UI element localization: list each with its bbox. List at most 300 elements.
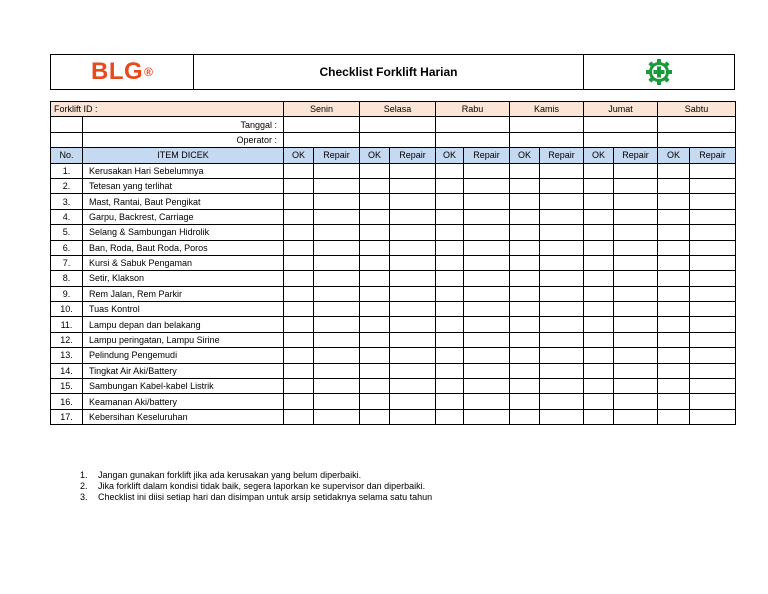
repair-checkbox-cell[interactable] <box>614 317 658 332</box>
repair-checkbox-cell[interactable] <box>690 163 736 178</box>
repair-checkbox-cell[interactable] <box>540 178 584 193</box>
ok-checkbox-cell[interactable] <box>360 240 390 255</box>
repair-checkbox-cell[interactable] <box>540 240 584 255</box>
table-row <box>51 163 736 178</box>
repair-checkbox-cell[interactable] <box>690 409 736 424</box>
repair-checkbox-cell[interactable] <box>464 178 510 193</box>
repair-checkbox-cell[interactable] <box>614 332 658 347</box>
item-number: 1. <box>51 163 83 178</box>
ok-checkbox-cell[interactable] <box>584 209 614 224</box>
item-label: Ban, Roda, Baut Roda, Poros <box>83 240 284 255</box>
tanggal-field[interactable] <box>510 117 584 132</box>
repair-checkbox-cell[interactable] <box>690 178 736 193</box>
ok-checkbox-cell[interactable] <box>360 394 390 409</box>
table-row <box>51 286 736 301</box>
ok-checkbox-cell[interactable] <box>584 379 614 394</box>
col-repair-header: Repair <box>540 148 584 163</box>
repair-checkbox-cell[interactable] <box>464 286 510 301</box>
tanggal-field[interactable] <box>584 117 658 132</box>
ok-checkbox-cell[interactable] <box>284 302 314 317</box>
ok-checkbox-cell[interactable] <box>436 394 464 409</box>
ok-checkbox-cell[interactable] <box>658 317 690 332</box>
ok-checkbox-cell[interactable] <box>360 271 390 286</box>
repair-checkbox-cell[interactable] <box>390 363 436 378</box>
logo <box>51 55 194 89</box>
ok-checkbox-cell[interactable] <box>436 271 464 286</box>
repair-checkbox-cell[interactable] <box>464 255 510 270</box>
repair-checkbox-cell[interactable] <box>390 255 436 270</box>
ok-checkbox-cell[interactable] <box>510 178 540 193</box>
column-header-row <box>51 148 736 163</box>
table-row <box>51 240 736 255</box>
item-number: 16. <box>51 394 83 409</box>
ok-checkbox-cell[interactable] <box>360 194 390 209</box>
item-label: Tingkat Air Aki/Battery <box>83 363 284 378</box>
ok-checkbox-cell[interactable] <box>584 255 614 270</box>
table-row <box>51 394 736 409</box>
repair-checkbox-cell[interactable] <box>614 194 658 209</box>
repair-checkbox-cell[interactable] <box>690 348 736 363</box>
ok-checkbox-cell[interactable] <box>284 271 314 286</box>
repair-checkbox-cell[interactable] <box>464 194 510 209</box>
table-row <box>51 332 736 347</box>
ok-checkbox-cell[interactable] <box>360 409 390 424</box>
operator-field[interactable] <box>510 132 584 147</box>
repair-checkbox-cell[interactable] <box>390 317 436 332</box>
item-number: 2. <box>51 178 83 193</box>
repair-checkbox-cell[interactable] <box>690 302 736 317</box>
col-ok-header: OK <box>658 148 690 163</box>
ok-checkbox-cell[interactable] <box>436 163 464 178</box>
note-item <box>80 481 432 492</box>
repair-checkbox-cell[interactable] <box>464 225 510 240</box>
table-row <box>51 302 736 317</box>
repair-checkbox-cell[interactable] <box>690 363 736 378</box>
ok-checkbox-cell[interactable] <box>510 271 540 286</box>
col-ok-header: OK <box>584 148 614 163</box>
ok-checkbox-cell[interactable] <box>584 163 614 178</box>
table-row <box>51 225 736 240</box>
tanggal-field[interactable] <box>284 117 360 132</box>
repair-checkbox-cell[interactable] <box>464 409 510 424</box>
ok-checkbox-cell[interactable] <box>436 225 464 240</box>
ok-checkbox-cell[interactable] <box>284 240 314 255</box>
forklift-id-row <box>51 102 736 117</box>
repair-checkbox-cell[interactable] <box>540 225 584 240</box>
item-label: Keamanan Aki/battery <box>83 394 284 409</box>
repair-checkbox-cell[interactable] <box>540 255 584 270</box>
repair-checkbox-cell[interactable] <box>314 240 360 255</box>
repair-checkbox-cell[interactable] <box>464 302 510 317</box>
item-label: Lampu depan dan belakang <box>83 317 284 332</box>
note-text: Jangan gunakan forklift jika ada kerusakan yang belum diperbaiki. <box>98 470 362 480</box>
ok-checkbox-cell[interactable] <box>584 178 614 193</box>
repair-checkbox-cell[interactable] <box>390 348 436 363</box>
repair-checkbox-cell[interactable] <box>540 317 584 332</box>
ok-checkbox-cell[interactable] <box>584 394 614 409</box>
ok-checkbox-cell[interactable] <box>284 209 314 224</box>
repair-checkbox-cell[interactable] <box>540 286 584 301</box>
ok-checkbox-cell[interactable] <box>284 194 314 209</box>
item-number: 15. <box>51 379 83 394</box>
operator-field[interactable] <box>360 132 436 147</box>
item-number: 4. <box>51 209 83 224</box>
repair-checkbox-cell[interactable] <box>540 194 584 209</box>
repair-checkbox-cell[interactable] <box>614 379 658 394</box>
ok-checkbox-cell[interactable] <box>510 302 540 317</box>
day-kamis: Kamis <box>510 102 584 117</box>
item-label: Pelindung Pengemudi <box>83 348 284 363</box>
repair-checkbox-cell[interactable] <box>690 271 736 286</box>
tanggal-field[interactable] <box>360 117 436 132</box>
ok-checkbox-cell[interactable] <box>584 332 614 347</box>
repair-checkbox-cell[interactable] <box>314 178 360 193</box>
ok-checkbox-cell[interactable] <box>584 363 614 378</box>
ok-checkbox-cell[interactable] <box>658 379 690 394</box>
table-row <box>51 255 736 270</box>
repair-checkbox-cell[interactable] <box>614 409 658 424</box>
ok-checkbox-cell[interactable] <box>360 317 390 332</box>
ok-checkbox-cell[interactable] <box>584 409 614 424</box>
col-ok-header: OK <box>436 148 464 163</box>
repair-checkbox-cell[interactable] <box>390 332 436 347</box>
ok-checkbox-cell[interactable] <box>584 194 614 209</box>
repair-checkbox-cell[interactable] <box>540 348 584 363</box>
ok-checkbox-cell[interactable] <box>436 209 464 224</box>
repair-checkbox-cell[interactable] <box>314 317 360 332</box>
repair-checkbox-cell[interactable] <box>540 302 584 317</box>
item-number: 13. <box>51 348 83 363</box>
repair-checkbox-cell[interactable] <box>464 163 510 178</box>
note-text: Checklist ini diisi setiap hari dan disimpan untuk arsip setidaknya selama satu tahun <box>98 492 433 502</box>
item-label: Tetesan yang terlihat <box>83 178 284 193</box>
repair-checkbox-cell[interactable] <box>614 178 658 193</box>
repair-checkbox-cell[interactable] <box>540 379 584 394</box>
item-label: Mast, Rantai, Baut Pengikat <box>83 194 284 209</box>
item-number: 8. <box>51 271 83 286</box>
ok-checkbox-cell[interactable] <box>584 225 614 240</box>
ok-checkbox-cell[interactable] <box>360 209 390 224</box>
ok-checkbox-cell[interactable] <box>284 255 314 270</box>
ok-checkbox-cell[interactable] <box>658 209 690 224</box>
repair-checkbox-cell[interactable] <box>690 379 736 394</box>
ok-checkbox-cell[interactable] <box>584 286 614 301</box>
checklist-table <box>50 101 736 425</box>
ok-checkbox-cell[interactable] <box>584 348 614 363</box>
repair-checkbox-cell[interactable] <box>390 302 436 317</box>
repair-checkbox-cell[interactable] <box>540 394 584 409</box>
col-repair-header: Repair <box>314 148 360 163</box>
note-number: 3. <box>80 492 88 502</box>
repair-checkbox-cell[interactable] <box>464 240 510 255</box>
col-ok-header: OK <box>360 148 390 163</box>
ok-checkbox-cell[interactable] <box>284 348 314 363</box>
ok-checkbox-cell[interactable] <box>658 240 690 255</box>
ok-checkbox-cell[interactable] <box>284 225 314 240</box>
ok-checkbox-cell[interactable] <box>510 379 540 394</box>
repair-checkbox-cell[interactable] <box>464 348 510 363</box>
table-row <box>51 317 736 332</box>
ok-checkbox-cell[interactable] <box>360 332 390 347</box>
repair-checkbox-cell[interactable] <box>690 286 736 301</box>
ok-checkbox-cell[interactable] <box>360 379 390 394</box>
tanggal-row <box>51 117 736 132</box>
tanggal-label: Tanggal : <box>83 117 284 132</box>
ok-checkbox-cell[interactable] <box>360 163 390 178</box>
repair-checkbox-cell[interactable] <box>390 240 436 255</box>
repair-checkbox-cell[interactable] <box>614 163 658 178</box>
ok-checkbox-cell[interactable] <box>510 286 540 301</box>
repair-checkbox-cell[interactable] <box>390 394 436 409</box>
table-row <box>51 178 736 193</box>
repair-checkbox-cell[interactable] <box>390 379 436 394</box>
note-number: 1. <box>80 470 88 480</box>
repair-checkbox-cell[interactable] <box>390 178 436 193</box>
ok-checkbox-cell[interactable] <box>436 240 464 255</box>
ok-checkbox-cell[interactable] <box>584 302 614 317</box>
item-label: Selang & Sambungan Hidrolik <box>83 225 284 240</box>
ok-checkbox-cell[interactable] <box>360 363 390 378</box>
ok-checkbox-cell[interactable] <box>436 363 464 378</box>
operator-field[interactable] <box>436 132 510 147</box>
ok-checkbox-cell[interactable] <box>584 240 614 255</box>
table-row <box>51 271 736 286</box>
repair-checkbox-cell[interactable] <box>614 302 658 317</box>
table-row <box>51 379 736 394</box>
ok-checkbox-cell[interactable] <box>658 348 690 363</box>
ok-checkbox-cell[interactable] <box>360 348 390 363</box>
note-text: Jika forklift dalam kondisi tidak baik, segera laporkan ke supervisor dan diperbaiki. <box>98 481 426 491</box>
operator-label: Operator : <box>83 132 284 147</box>
ok-checkbox-cell[interactable] <box>658 255 690 270</box>
item-label: Sambungan Kabel-kabel Listrik <box>83 379 284 394</box>
day-selasa: Selasa <box>360 102 436 117</box>
ok-checkbox-cell[interactable] <box>510 348 540 363</box>
repair-checkbox-cell[interactable] <box>614 255 658 270</box>
ok-checkbox-cell[interactable] <box>658 178 690 193</box>
item-label: Tuas Kontrol <box>83 302 284 317</box>
repair-checkbox-cell[interactable] <box>464 332 510 347</box>
ok-checkbox-cell[interactable] <box>436 348 464 363</box>
note-number: 2. <box>80 481 88 491</box>
ok-checkbox-cell[interactable] <box>436 178 464 193</box>
col-ok-header: OK <box>284 148 314 163</box>
repair-checkbox-cell[interactable] <box>614 286 658 301</box>
item-label: Rem Jalan, Rem Parkir <box>83 286 284 301</box>
item-label: Kerusakan Hari Sebelumnya <box>83 163 284 178</box>
note-item <box>80 470 432 481</box>
repair-checkbox-cell[interactable] <box>390 163 436 178</box>
repair-checkbox-cell[interactable] <box>314 163 360 178</box>
operator-field[interactable] <box>584 132 658 147</box>
repair-checkbox-cell[interactable] <box>314 363 360 378</box>
item-number: 9. <box>51 286 83 301</box>
ok-checkbox-cell[interactable] <box>510 163 540 178</box>
ok-checkbox-cell[interactable] <box>436 317 464 332</box>
ok-checkbox-cell[interactable] <box>284 178 314 193</box>
ok-checkbox-cell[interactable] <box>284 163 314 178</box>
repair-checkbox-cell[interactable] <box>690 209 736 224</box>
repair-checkbox-cell[interactable] <box>540 209 584 224</box>
item-number: 5. <box>51 225 83 240</box>
ok-checkbox-cell[interactable] <box>658 363 690 378</box>
ok-checkbox-cell[interactable] <box>436 194 464 209</box>
repair-checkbox-cell[interactable] <box>390 271 436 286</box>
registered-mark: ® <box>144 65 153 79</box>
ok-checkbox-cell[interactable] <box>658 286 690 301</box>
ok-checkbox-cell[interactable] <box>510 225 540 240</box>
ok-checkbox-cell[interactable] <box>510 394 540 409</box>
repair-checkbox-cell[interactable] <box>464 209 510 224</box>
ok-checkbox-cell[interactable] <box>658 302 690 317</box>
repair-checkbox-cell[interactable] <box>314 332 360 347</box>
repair-checkbox-cell[interactable] <box>314 348 360 363</box>
ok-checkbox-cell[interactable] <box>360 255 390 270</box>
item-label: Kebersihan Keseluruhan <box>83 409 284 424</box>
ok-checkbox-cell[interactable] <box>284 379 314 394</box>
ok-checkbox-cell[interactable] <box>658 271 690 286</box>
ok-checkbox-cell[interactable] <box>284 394 314 409</box>
repair-checkbox-cell[interactable] <box>314 271 360 286</box>
repair-checkbox-cell[interactable] <box>314 255 360 270</box>
ok-checkbox-cell[interactable] <box>284 363 314 378</box>
forklift-id-label: Forklift ID : <box>51 102 284 117</box>
ok-checkbox-cell[interactable] <box>510 255 540 270</box>
repair-checkbox-cell[interactable] <box>314 302 360 317</box>
repair-checkbox-cell[interactable] <box>314 394 360 409</box>
repair-checkbox-cell[interactable] <box>690 394 736 409</box>
ok-checkbox-cell[interactable] <box>510 194 540 209</box>
ok-checkbox-cell[interactable] <box>510 332 540 347</box>
ok-checkbox-cell[interactable] <box>360 286 390 301</box>
operator-field[interactable] <box>284 132 360 147</box>
repair-checkbox-cell[interactable] <box>614 394 658 409</box>
day-sabtu: Sabtu <box>658 102 736 117</box>
ok-checkbox-cell[interactable] <box>436 379 464 394</box>
repair-checkbox-cell[interactable] <box>690 240 736 255</box>
repair-checkbox-cell[interactable] <box>690 225 736 240</box>
ok-checkbox-cell[interactable] <box>510 317 540 332</box>
ok-checkbox-cell[interactable] <box>658 194 690 209</box>
ok-checkbox-cell[interactable] <box>284 317 314 332</box>
item-number: 6. <box>51 240 83 255</box>
tanggal-field[interactable] <box>658 117 736 132</box>
table-row <box>51 194 736 209</box>
col-repair-header: Repair <box>390 148 436 163</box>
tanggal-field[interactable] <box>436 117 510 132</box>
repair-checkbox-cell[interactable] <box>464 379 510 394</box>
col-item-header: ITEM DICEK <box>83 148 284 163</box>
col-repair-header: Repair <box>464 148 510 163</box>
repair-checkbox-cell[interactable] <box>540 163 584 178</box>
ok-checkbox-cell[interactable] <box>436 255 464 270</box>
repair-checkbox-cell[interactable] <box>614 225 658 240</box>
ok-checkbox-cell[interactable] <box>284 286 314 301</box>
col-ok-header: OK <box>510 148 540 163</box>
repair-checkbox-cell[interactable] <box>614 271 658 286</box>
day-jumat: Jumat <box>584 102 658 117</box>
repair-checkbox-cell[interactable] <box>314 409 360 424</box>
ok-checkbox-cell[interactable] <box>658 225 690 240</box>
ok-checkbox-cell[interactable] <box>284 332 314 347</box>
ok-checkbox-cell[interactable] <box>658 394 690 409</box>
repair-checkbox-cell[interactable] <box>390 286 436 301</box>
col-no-header: No. <box>51 148 83 163</box>
repair-checkbox-cell[interactable] <box>614 363 658 378</box>
repair-checkbox-cell[interactable] <box>314 286 360 301</box>
repair-checkbox-cell[interactable] <box>314 209 360 224</box>
ok-checkbox-cell[interactable] <box>658 409 690 424</box>
ok-checkbox-cell[interactable] <box>510 240 540 255</box>
repair-checkbox-cell[interactable] <box>390 194 436 209</box>
note-item <box>80 492 432 503</box>
ok-checkbox-cell[interactable] <box>584 317 614 332</box>
repair-checkbox-cell[interactable] <box>614 209 658 224</box>
ok-checkbox-cell[interactable] <box>436 332 464 347</box>
brand-name: BLG <box>90 58 144 85</box>
ok-checkbox-cell[interactable] <box>436 286 464 301</box>
ok-checkbox-cell[interactable] <box>584 271 614 286</box>
repair-checkbox-cell[interactable] <box>614 348 658 363</box>
item-label: Kursi & Sabuk Pengaman <box>83 255 284 270</box>
repair-checkbox-cell[interactable] <box>690 317 736 332</box>
repair-checkbox-cell[interactable] <box>314 194 360 209</box>
item-number: 10. <box>51 302 83 317</box>
table-row <box>51 363 736 378</box>
repair-checkbox-cell[interactable] <box>540 363 584 378</box>
ok-checkbox-cell[interactable] <box>360 178 390 193</box>
repair-checkbox-cell[interactable] <box>690 332 736 347</box>
repair-checkbox-cell[interactable] <box>314 379 360 394</box>
repair-checkbox-cell[interactable] <box>390 225 436 240</box>
document-header <box>50 54 735 90</box>
table-row <box>51 409 736 424</box>
ok-checkbox-cell[interactable] <box>658 163 690 178</box>
repair-checkbox-cell[interactable] <box>540 271 584 286</box>
col-repair-header: Repair <box>614 148 658 163</box>
repair-checkbox-cell[interactable] <box>464 317 510 332</box>
item-label: Lampu peringatan, Lampu Sirine <box>83 332 284 347</box>
ok-checkbox-cell[interactable] <box>510 363 540 378</box>
repair-checkbox-cell[interactable] <box>464 271 510 286</box>
repair-checkbox-cell[interactable] <box>390 409 436 424</box>
operator-field[interactable] <box>658 132 736 147</box>
ok-checkbox-cell[interactable] <box>510 209 540 224</box>
item-number: 14. <box>51 363 83 378</box>
repair-checkbox-cell[interactable] <box>614 240 658 255</box>
ok-checkbox-cell[interactable] <box>360 302 390 317</box>
ok-checkbox-cell[interactable] <box>284 409 314 424</box>
repair-checkbox-cell[interactable] <box>314 225 360 240</box>
ok-checkbox-cell[interactable] <box>436 302 464 317</box>
ok-checkbox-cell[interactable] <box>510 409 540 424</box>
repair-checkbox-cell[interactable] <box>690 255 736 270</box>
item-number: 17. <box>51 409 83 424</box>
day-senin: Senin <box>284 102 360 117</box>
repair-checkbox-cell[interactable] <box>390 209 436 224</box>
item-number: 12. <box>51 332 83 347</box>
ok-checkbox-cell[interactable] <box>360 225 390 240</box>
repair-checkbox-cell[interactable] <box>690 194 736 209</box>
item-number: 7. <box>51 255 83 270</box>
notes-list <box>80 470 432 503</box>
ok-checkbox-cell[interactable] <box>436 409 464 424</box>
repair-checkbox-cell[interactable] <box>464 363 510 378</box>
repair-checkbox-cell[interactable] <box>540 409 584 424</box>
repair-checkbox-cell[interactable] <box>540 332 584 347</box>
ok-checkbox-cell[interactable] <box>658 332 690 347</box>
repair-checkbox-cell[interactable] <box>464 394 510 409</box>
